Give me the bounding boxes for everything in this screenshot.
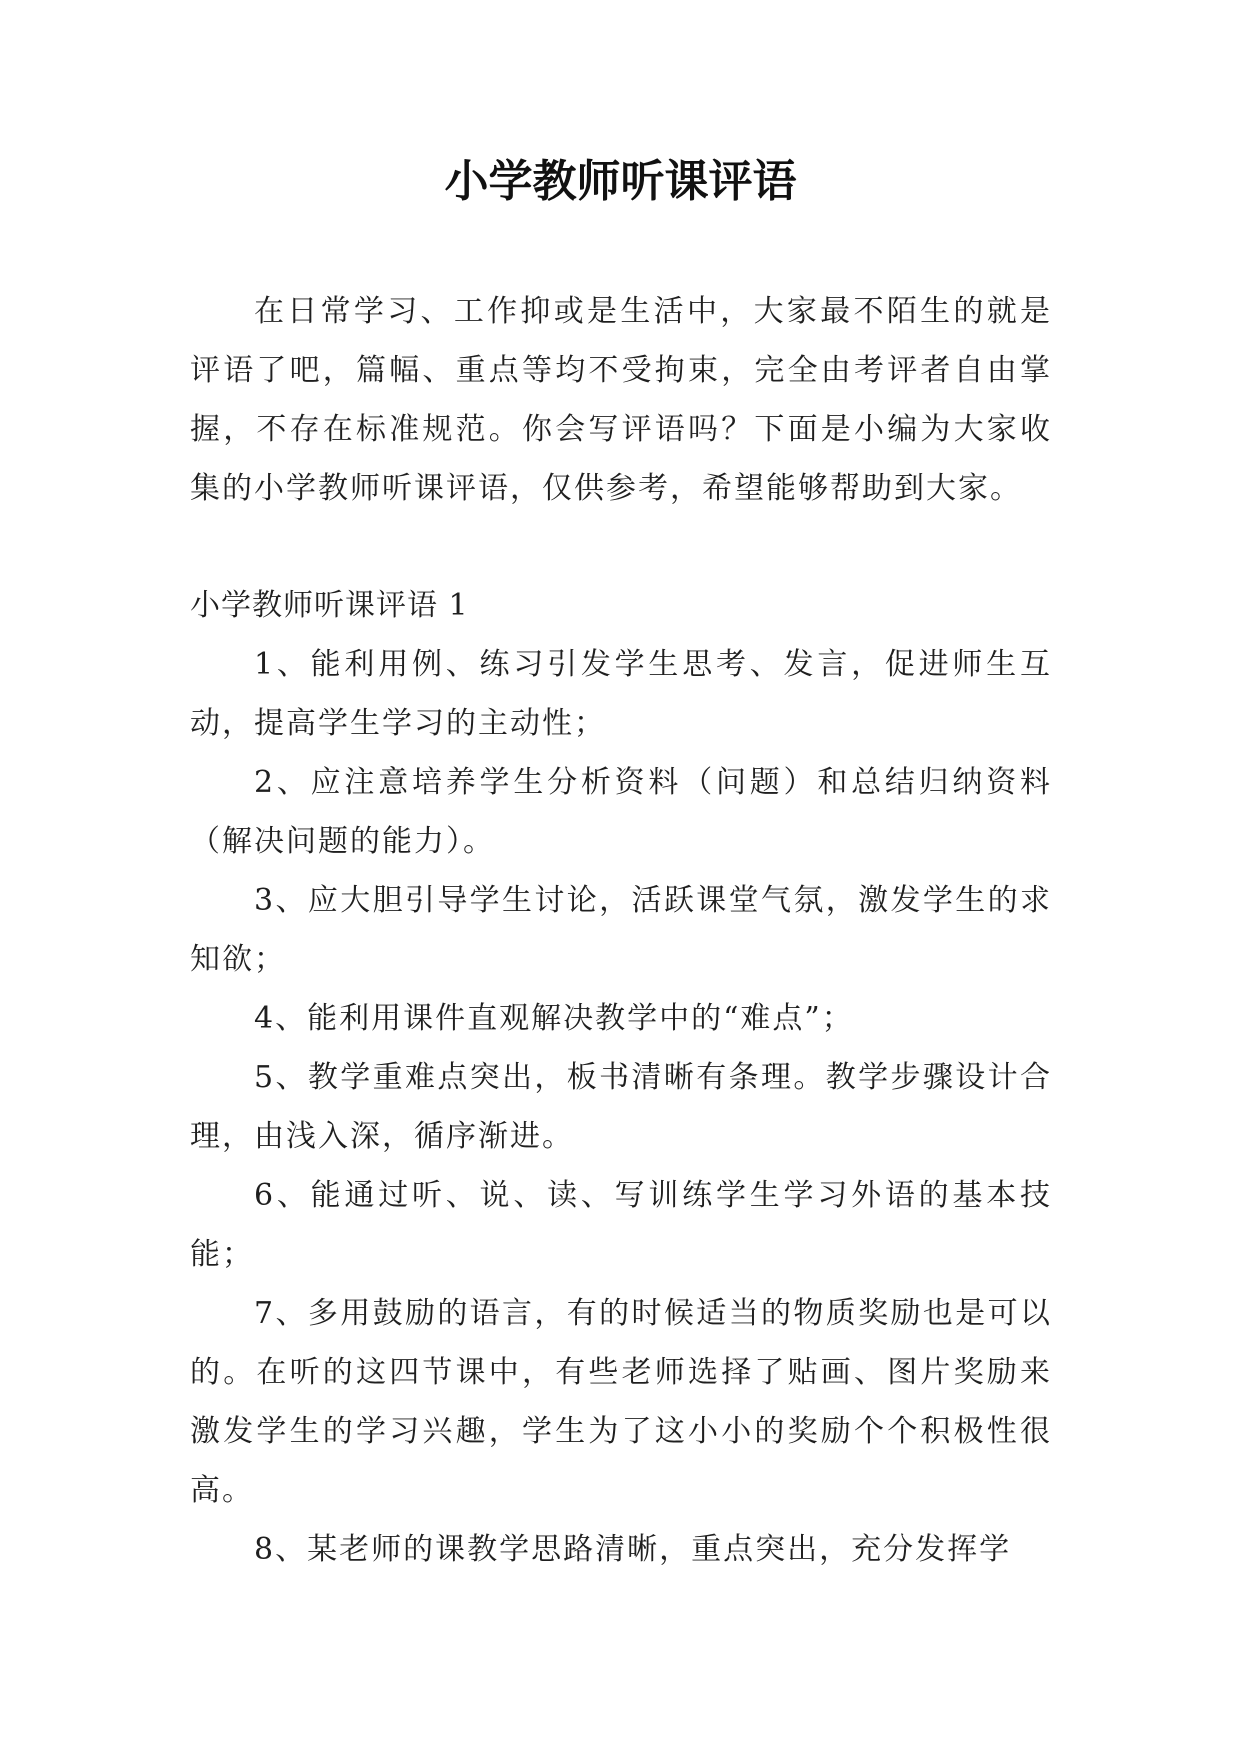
list-item: 8、某老师的课教学思路清晰，重点突出，充分发挥学 [254, 1532, 1012, 1567]
list-item: 4、能利用课件直观解决教学中的“难点”； [254, 1001, 854, 1036]
list-item: 3、应大胆引导学生讨论，活跃课堂气氛，激发学生的求知欲； [190, 883, 1052, 977]
document-body [190, 282, 1052, 1579]
list-item: 5、教学重难点突出，板书清晰有条理。教学步骤设计合理，由浅入深，循序渐进。 [190, 1060, 1052, 1154]
document-title: 小学教师听课评语 [444, 156, 797, 207]
list-item: 1、能利用例、练习引发学生思考、发言，促进师生互动，提高学生学习的主动性； [190, 647, 1052, 741]
intro-paragraph: 在日常学习、工作抑或是生活中，大家最不陌生的就是评语了吧，篇幅、重点等均不受拘束，完全由考评者自由掌握，不存在标准规范。你会写评语吗？下面是小编为大家收集的小学教师听课评语，仅供参考，希望能够帮助到大家。 [190, 294, 1052, 506]
list-item: 6、能通过听、说、读、写训练学生学习外语的基本技能； [190, 1178, 1052, 1272]
list-item: 7、多用鼓励的语言，有的时候适当的物质奖励也是可以的。在听的这四节课中，有些老师选择了贴画、图片奖励来激发学生的学习兴趣，学生为了这小小的奖励个个积极性很高。 [190, 1296, 1052, 1508]
list-item: 2、应注意培养学生分析资料（问题）和总结归纳资料（解决问题的能力）。 [190, 765, 1052, 859]
section-heading: 小学教师听课评语 1 [190, 588, 469, 623]
